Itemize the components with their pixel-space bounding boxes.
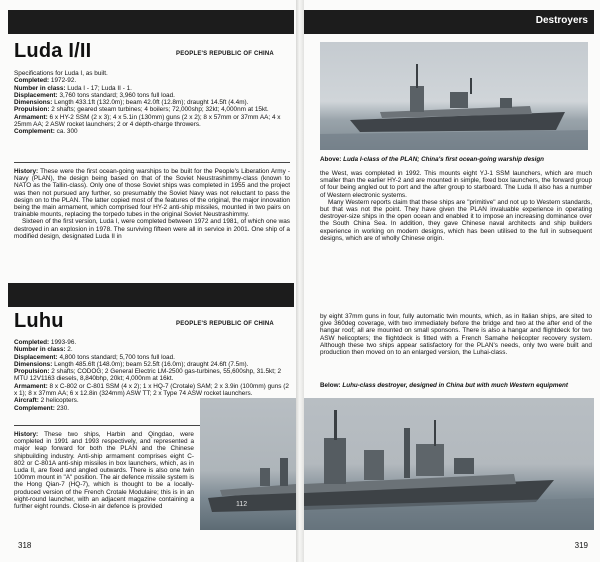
luhu-ship-image-right: [304, 398, 594, 530]
luda-ship-image: [320, 42, 588, 150]
luhu-history-p1: History: These two ships, Harbin and Qingdao, were completed in 1991 and 1993 respectively, and represented a major leap forward for both the PLAN and the Chinese shipbuilding industry. Anti-ship armament comprises eight C-802 or C-801A anti-ship missiles in box launchers, which, as in Luda II, are fixed and angled outwards. There is also one twin 100mm mount in "A" position. The air defence missile system is the Hong Qian-7 (HQ-7), which is thought to be a locally-produced version of the French Crotale Modulaire; this is in an eight-round launcher, with an adjacent magazine containing a further eight rounds. Close-in air defence is provided: [14, 431, 194, 511]
luda-country: PEOPLE'S REPUBLIC OF CHINA: [176, 51, 274, 57]
luhu-bar: [8, 283, 294, 307]
luda-caption: Above: Luda I-class of the PLAN; China's first ocean-going warship design: [320, 156, 545, 163]
luda-history: [14, 168, 290, 240]
luda-title: Luda I/II: [14, 40, 92, 62]
luda-spec-row: Number in class: Luda I - 17; Luda II - 1.: [14, 84, 132, 92]
luda-spec-row: Complement: ca. 300: [14, 128, 78, 136]
luhu-continued: [320, 313, 592, 356]
luhu-spec-row: Completed: 1993-96.: [14, 339, 77, 346]
luda-history-p2: Sixteen of the first version, Luda I, were completed between 1972 and 1981, of which one was destroyed in an explosion in 1978. The surviving fifteen were all in service in 2001. One ship of a modified design, designated Luda II in: [14, 218, 290, 240]
luda-spec-row: Armament: 6 x HY-2 SSM (2 x 3); 4 x 5.1in (130mm) guns (2 x 2); 8 x 57mm or 37mm AA; 4 x 25mm AA; 2 ASW rocket launchers; 2 or 4 depth-charge throwers.: [14, 113, 281, 129]
luda-spec-row: Completed: 1972-92.: [14, 77, 77, 85]
luda-spec-row: Dimensions: Length 433.1ft (132.0m); beam 42.0ft (12.8m); draught 14.5ft (4.4m).: [14, 99, 249, 107]
section-label: Destroyers: [535, 15, 588, 26]
luhu-history: [14, 431, 194, 510]
luhu-photo-left: [200, 398, 296, 530]
top-bar: [304, 10, 594, 34]
right-page: [304, 0, 600, 562]
luda-photo: [320, 42, 588, 150]
luhu-ship-image-left: [200, 398, 296, 530]
luhu-photo-right: [304, 398, 594, 530]
luhu-caption: Below: Luhu-class destroyer, designed in China but with much Western equipment: [320, 382, 568, 389]
luda-spec-row: Propulsion: 2 shafts; geared steam turbines; 4 boilers; 72,000shp; 32kt; 4,000nm at 15kt.: [14, 106, 269, 114]
luda-continued-p2: Many Western reports claim that these ships are "primitive" and not up to Western standards, but that was not the point. They have given the PLAN invaluable experience in operating destroyer-size ships in the open ocean and enabled it to impose an increasing dominance over the South China Sea. In addition, they gave Chinese naval architects and ship builders experience in working on modern designs, which has been utilised to the full in subsequent designs, which are of wholly Chinese origin.: [320, 198, 592, 242]
luda-continued: [320, 170, 592, 242]
luhu-spec-row: Propulsion: 2 shafts; CODOG; 2 General Electric LM-2500 gas-turbines, 55,600shp, 31.5kt; 2 MTU 12V1163 diesels, 8,840bhp, 20kt; 4,000nm at 16kt.: [14, 368, 282, 383]
luda-separator: [14, 162, 290, 163]
luda-spec-intro: Specifications for Luda I, as built.: [14, 70, 108, 77]
luhu-spec-row: Aircraft: 2 helicopters.: [14, 397, 79, 405]
luda-history-p1: History: These were the first ocean-going warships to be built for the People's Liberation Army - Navy (PLAN), the design being based on that of the Soviet Neustrashimmy-class (known to NATO as the Tallin-class). Only one of those Soviet ships was completed in 1955 and the project was then not pursued any further, so presumably the Soviet Navy was not reluctant to pass the design on to the PLAN. The latter copied most of the features of the original, the major innovation being the main armament, which comprised four HY-2 anti-ship missiles, mounted in two pairs on trainable mounts, replacing the torpedo tubes in the original Soviet Neustrashimmy.: [14, 168, 290, 219]
luhu-country: PEOPLE'S REPUBLIC OF CHINA: [176, 321, 274, 327]
luda-continued-p1: the West, was completed in 1992. This mounts eight YJ-1 SSM launchers, which are much smaller than the earlier HY-2 and are mounted in simple, fixed box launchers, the forward group of four being angled out to port and the after group to starboard. The Luda II also has a number of Western electronic systems.: [320, 170, 592, 199]
luhu-spec-row: Dimensions: Length 485.6ft (148.0m); beam 52.5ft (16.0m); draught 24.6ft (7.5m).: [14, 360, 249, 368]
left-page: [0, 0, 296, 562]
luda-specs: [14, 70, 289, 136]
luhu-spec-row: Number in class: 2.: [14, 346, 73, 354]
luhu-continued-p1: by eight 37mm guns in four, fully automatic twin mounts, which, as in Italian ships, are sited to give 360deg coverage, with two immediately before the bridge and two at the after end of the hangar roof; all are mounted on small sponsons. There is also a hangar and flightdeck for two ASW helicopters; the flightdeck is fitted with a French Samahe helicopter recovery system. Although these two ships appear satisfactory for the PLAN's needs, only two were built and production then moved on to an enlarged version, the Luhai-class.: [320, 313, 592, 357]
top-bar: [8, 10, 294, 34]
right-page-number: 319: [574, 541, 588, 550]
book-gutter: [296, 0, 304, 562]
luhu-spec-row: Complement: 230.: [14, 404, 70, 412]
luhu-spec-row: Armament: 8 x C-802 or C-801 SSM (4 x 2); 1 x HQ-7 (Crotale) SAM; 2 x 3.9in (100mm) guns (2 x 1); 8 x 37mm AA; 6 x 12.8in (324mm) ASW TT; 2 x Type 74 ASW rocket launchers.: [14, 382, 289, 398]
luhu-title: Luhu: [14, 310, 64, 332]
left-page-number: 318: [18, 541, 32, 550]
svg-text:112: 112: [236, 501, 248, 508]
luhu-spec-row: Displacement: 4,800 tons standard; 5,700 tons full load.: [14, 353, 175, 361]
luda-spec-row: Displacement: 3,760 tons standard; 3,960 tons full load.: [14, 91, 175, 99]
